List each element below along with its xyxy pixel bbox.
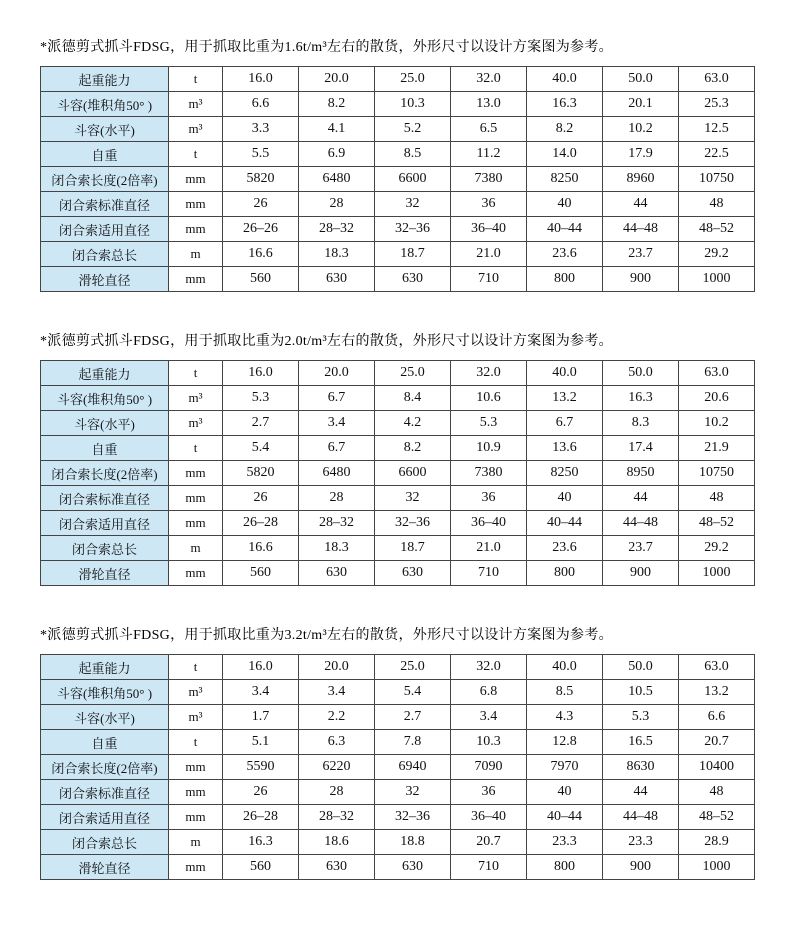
- value-cell: 48: [679, 192, 755, 217]
- value-cell: 48–52: [679, 805, 755, 830]
- value-cell: 8250: [527, 167, 603, 192]
- value-cell: 12.5: [679, 117, 755, 142]
- value-cell: 23.6: [527, 242, 603, 267]
- value-cell: 50.0: [603, 67, 679, 92]
- value-cell: 44: [603, 486, 679, 511]
- value-cell: 630: [299, 267, 375, 292]
- value-cell: 20.0: [299, 655, 375, 680]
- value-cell: 8.5: [375, 142, 451, 167]
- row-label: 斗容(水平): [41, 705, 169, 730]
- value-cell: 18.6: [299, 830, 375, 855]
- spec-table-body: [41, 361, 755, 586]
- row-unit: mm: [169, 855, 223, 880]
- table-row: [41, 67, 755, 92]
- value-cell: 16.0: [223, 67, 299, 92]
- value-cell: 63.0: [679, 361, 755, 386]
- value-cell: 4.2: [375, 411, 451, 436]
- value-cell: 25.0: [375, 67, 451, 92]
- value-cell: 10.6: [451, 386, 527, 411]
- table-row: [41, 192, 755, 217]
- row-label: 闭合索适用直径: [41, 805, 169, 830]
- value-cell: 40–44: [527, 805, 603, 830]
- value-cell: 6.6: [679, 705, 755, 730]
- value-cell: 16.6: [223, 536, 299, 561]
- value-cell: 900: [603, 561, 679, 586]
- value-cell: 16.3: [223, 830, 299, 855]
- value-cell: 50.0: [603, 655, 679, 680]
- value-cell: 23.3: [603, 830, 679, 855]
- value-cell: 20.7: [679, 730, 755, 755]
- row-label: 自重: [41, 730, 169, 755]
- value-cell: 3.3: [223, 117, 299, 142]
- value-cell: 36–40: [451, 805, 527, 830]
- value-cell: 630: [375, 561, 451, 586]
- value-cell: 32–36: [375, 217, 451, 242]
- value-cell: 2.7: [375, 705, 451, 730]
- value-cell: 36–40: [451, 217, 527, 242]
- section-note: *派德剪式抓斗FDSG，用于抓取比重为1.6t/m³左右的散货，外形尺寸以设计方案图为参考。: [40, 40, 613, 55]
- value-cell: 28–32: [299, 217, 375, 242]
- row-unit: mm: [169, 217, 223, 242]
- value-cell: 6480: [299, 461, 375, 486]
- value-cell: 44–48: [603, 217, 679, 242]
- value-cell: 5820: [223, 461, 299, 486]
- value-cell: 28–32: [299, 805, 375, 830]
- row-unit: mm: [169, 755, 223, 780]
- value-cell: 4.3: [527, 705, 603, 730]
- value-cell: 16.0: [223, 655, 299, 680]
- value-cell: 28: [299, 780, 375, 805]
- value-cell: 630: [375, 855, 451, 880]
- value-cell: 6.5: [451, 117, 527, 142]
- value-cell: 8.2: [299, 92, 375, 117]
- value-cell: 7090: [451, 755, 527, 780]
- value-cell: 5.1: [223, 730, 299, 755]
- value-cell: 800: [527, 267, 603, 292]
- value-cell: 20.0: [299, 361, 375, 386]
- row-label: 起重能力: [41, 361, 169, 386]
- table-row: [41, 655, 755, 680]
- row-label: 闭合索长度(2倍率): [41, 755, 169, 780]
- value-cell: 5.4: [223, 436, 299, 461]
- row-unit: m³: [169, 386, 223, 411]
- value-cell: 6.7: [299, 436, 375, 461]
- value-cell: 6.8: [451, 680, 527, 705]
- row-label: 滑轮直径: [41, 267, 169, 292]
- value-cell: 25.0: [375, 361, 451, 386]
- row-unit: mm: [169, 192, 223, 217]
- value-cell: 16.3: [527, 92, 603, 117]
- value-cell: 5.2: [375, 117, 451, 142]
- table-row: [41, 117, 755, 142]
- value-cell: 20.1: [603, 92, 679, 117]
- value-cell: 36–40: [451, 511, 527, 536]
- value-cell: 6600: [375, 461, 451, 486]
- value-cell: 44–48: [603, 805, 679, 830]
- row-unit: mm: [169, 780, 223, 805]
- value-cell: 28: [299, 486, 375, 511]
- value-cell: 6480: [299, 167, 375, 192]
- table-row: [41, 511, 755, 536]
- value-cell: 40.0: [527, 361, 603, 386]
- row-label: 起重能力: [41, 655, 169, 680]
- value-cell: 1000: [679, 855, 755, 880]
- table-row: [41, 167, 755, 192]
- table-row: [41, 805, 755, 830]
- spec-table-body: [41, 655, 755, 880]
- value-cell: 36: [451, 780, 527, 805]
- value-cell: 20.6: [679, 386, 755, 411]
- row-unit: m³: [169, 680, 223, 705]
- value-cell: 560: [223, 561, 299, 586]
- table-row: [41, 730, 755, 755]
- value-cell: 710: [451, 267, 527, 292]
- row-unit: t: [169, 361, 223, 386]
- row-label: 斗容(堆积角50° ): [41, 386, 169, 411]
- table-row: [41, 830, 755, 855]
- value-cell: 29.2: [679, 536, 755, 561]
- value-cell: 48: [679, 780, 755, 805]
- row-unit: mm: [169, 561, 223, 586]
- value-cell: 32: [375, 486, 451, 511]
- value-cell: 17.4: [603, 436, 679, 461]
- value-cell: 10400: [679, 755, 755, 780]
- row-unit: m³: [169, 411, 223, 436]
- value-cell: 18.7: [375, 536, 451, 561]
- row-label: 闭合索总长: [41, 242, 169, 267]
- spec-table: [40, 360, 755, 586]
- value-cell: 32–36: [375, 511, 451, 536]
- value-cell: 3.4: [451, 705, 527, 730]
- value-cell: 23.6: [527, 536, 603, 561]
- value-cell: 710: [451, 561, 527, 586]
- row-unit: mm: [169, 805, 223, 830]
- row-label: 斗容(堆积角50° ): [41, 680, 169, 705]
- row-unit: mm: [169, 486, 223, 511]
- value-cell: 10.3: [451, 730, 527, 755]
- value-cell: 6220: [299, 755, 375, 780]
- table-row: [41, 561, 755, 586]
- value-cell: 710: [451, 855, 527, 880]
- value-cell: 28: [299, 192, 375, 217]
- value-cell: 5820: [223, 167, 299, 192]
- table-row: [41, 780, 755, 805]
- document-page: [40, 36, 755, 880]
- value-cell: 32–36: [375, 805, 451, 830]
- table-row: [41, 217, 755, 242]
- value-cell: 630: [299, 561, 375, 586]
- row-unit: mm: [169, 461, 223, 486]
- value-cell: 10.5: [603, 680, 679, 705]
- value-cell: 10.3: [375, 92, 451, 117]
- value-cell: 26: [223, 780, 299, 805]
- value-cell: 44: [603, 780, 679, 805]
- table-row: [41, 386, 755, 411]
- spec-section: [40, 36, 755, 292]
- table-row: [41, 436, 755, 461]
- row-label: 闭合索适用直径: [41, 217, 169, 242]
- value-cell: 21.0: [451, 536, 527, 561]
- value-cell: 25.0: [375, 655, 451, 680]
- value-cell: 12.8: [527, 730, 603, 755]
- row-label: 闭合索标准直径: [41, 486, 169, 511]
- table-row: [41, 755, 755, 780]
- value-cell: 40–44: [527, 511, 603, 536]
- table-row: [41, 142, 755, 167]
- value-cell: 560: [223, 267, 299, 292]
- value-cell: 63.0: [679, 655, 755, 680]
- value-cell: 630: [299, 855, 375, 880]
- row-unit: mm: [169, 267, 223, 292]
- value-cell: 20.0: [299, 67, 375, 92]
- row-unit: t: [169, 730, 223, 755]
- row-label: 斗容(堆积角50° ): [41, 92, 169, 117]
- value-cell: 800: [527, 561, 603, 586]
- value-cell: 28.9: [679, 830, 755, 855]
- row-unit: mm: [169, 511, 223, 536]
- value-cell: 14.0: [527, 142, 603, 167]
- value-cell: 3.4: [223, 680, 299, 705]
- value-cell: 18.7: [375, 242, 451, 267]
- row-unit: m: [169, 242, 223, 267]
- value-cell: 8960: [603, 167, 679, 192]
- value-cell: 18.8: [375, 830, 451, 855]
- value-cell: 40: [527, 192, 603, 217]
- value-cell: 1.7: [223, 705, 299, 730]
- row-label: 滑轮直径: [41, 855, 169, 880]
- value-cell: 8.3: [603, 411, 679, 436]
- table-row: [41, 411, 755, 436]
- value-cell: 50.0: [603, 361, 679, 386]
- row-label: 闭合索标准直径: [41, 780, 169, 805]
- value-cell: 13.2: [527, 386, 603, 411]
- spec-section: [40, 330, 755, 586]
- value-cell: 40: [527, 486, 603, 511]
- value-cell: 36: [451, 192, 527, 217]
- value-cell: 44–48: [603, 511, 679, 536]
- value-cell: 7380: [451, 167, 527, 192]
- value-cell: 6.9: [299, 142, 375, 167]
- row-unit: t: [169, 655, 223, 680]
- value-cell: 6600: [375, 167, 451, 192]
- row-unit: t: [169, 67, 223, 92]
- value-cell: 17.9: [603, 142, 679, 167]
- value-cell: 18.3: [299, 536, 375, 561]
- value-cell: 6.3: [299, 730, 375, 755]
- table-row: [41, 92, 755, 117]
- value-cell: 8950: [603, 461, 679, 486]
- row-unit: m³: [169, 92, 223, 117]
- value-cell: 22.5: [679, 142, 755, 167]
- value-cell: 4.1: [299, 117, 375, 142]
- value-cell: 16.0: [223, 361, 299, 386]
- value-cell: 23.7: [603, 536, 679, 561]
- value-cell: 26: [223, 486, 299, 511]
- value-cell: 7380: [451, 461, 527, 486]
- value-cell: 5.3: [603, 705, 679, 730]
- value-cell: 32.0: [451, 361, 527, 386]
- value-cell: 29.2: [679, 242, 755, 267]
- table-row: [41, 705, 755, 730]
- value-cell: 6.7: [527, 411, 603, 436]
- value-cell: 1000: [679, 561, 755, 586]
- value-cell: 32.0: [451, 655, 527, 680]
- value-cell: 11.2: [451, 142, 527, 167]
- value-cell: 2.2: [299, 705, 375, 730]
- row-label: 自重: [41, 142, 169, 167]
- value-cell: 13.6: [527, 436, 603, 461]
- value-cell: 48: [679, 486, 755, 511]
- value-cell: 40: [527, 780, 603, 805]
- value-cell: 6.7: [299, 386, 375, 411]
- value-cell: 8.2: [527, 117, 603, 142]
- table-row: [41, 855, 755, 880]
- value-cell: 21.9: [679, 436, 755, 461]
- value-cell: 40.0: [527, 655, 603, 680]
- value-cell: 5.3: [451, 411, 527, 436]
- value-cell: 800: [527, 855, 603, 880]
- spec-table: [40, 654, 755, 880]
- row-unit: m: [169, 536, 223, 561]
- value-cell: 18.3: [299, 242, 375, 267]
- value-cell: 10750: [679, 167, 755, 192]
- row-label: 闭合索长度(2倍率): [41, 167, 169, 192]
- value-cell: 16.6: [223, 242, 299, 267]
- value-cell: 25.3: [679, 92, 755, 117]
- table-row: [41, 486, 755, 511]
- value-cell: 8.4: [375, 386, 451, 411]
- value-cell: 5.5: [223, 142, 299, 167]
- value-cell: 2.7: [223, 411, 299, 436]
- value-cell: 900: [603, 267, 679, 292]
- value-cell: 6940: [375, 755, 451, 780]
- table-row: [41, 536, 755, 561]
- value-cell: 48–52: [679, 217, 755, 242]
- row-label: 斗容(水平): [41, 117, 169, 142]
- value-cell: 8.2: [375, 436, 451, 461]
- table-row: [41, 361, 755, 386]
- row-label: 闭合索适用直径: [41, 511, 169, 536]
- value-cell: 26–26: [223, 217, 299, 242]
- table-row: [41, 680, 755, 705]
- row-label: 自重: [41, 436, 169, 461]
- value-cell: 48–52: [679, 511, 755, 536]
- value-cell: 63.0: [679, 67, 755, 92]
- row-label: 闭合索总长: [41, 830, 169, 855]
- value-cell: 40.0: [527, 67, 603, 92]
- table-row: [41, 461, 755, 486]
- value-cell: 8.5: [527, 680, 603, 705]
- value-cell: 23.7: [603, 242, 679, 267]
- value-cell: 7970: [527, 755, 603, 780]
- row-unit: m³: [169, 705, 223, 730]
- row-unit: m³: [169, 117, 223, 142]
- value-cell: 20.7: [451, 830, 527, 855]
- value-cell: 13.2: [679, 680, 755, 705]
- value-cell: 28–32: [299, 511, 375, 536]
- value-cell: 16.5: [603, 730, 679, 755]
- value-cell: 900: [603, 855, 679, 880]
- row-label: 起重能力: [41, 67, 169, 92]
- row-label: 闭合索长度(2倍率): [41, 461, 169, 486]
- value-cell: 7.8: [375, 730, 451, 755]
- value-cell: 32.0: [451, 67, 527, 92]
- row-unit: m: [169, 830, 223, 855]
- value-cell: 16.3: [603, 386, 679, 411]
- value-cell: 40–44: [527, 217, 603, 242]
- row-label: 闭合索标准直径: [41, 192, 169, 217]
- value-cell: 10750: [679, 461, 755, 486]
- row-label: 滑轮直径: [41, 561, 169, 586]
- value-cell: 26: [223, 192, 299, 217]
- value-cell: 8250: [527, 461, 603, 486]
- value-cell: 8630: [603, 755, 679, 780]
- row-unit: t: [169, 436, 223, 461]
- value-cell: 560: [223, 855, 299, 880]
- row-unit: mm: [169, 167, 223, 192]
- value-cell: 630: [375, 267, 451, 292]
- table-row: [41, 267, 755, 292]
- value-cell: 44: [603, 192, 679, 217]
- row-unit: t: [169, 142, 223, 167]
- spec-table: [40, 66, 755, 292]
- value-cell: 26–28: [223, 805, 299, 830]
- value-cell: 32: [375, 780, 451, 805]
- value-cell: 21.0: [451, 242, 527, 267]
- table-row: [41, 242, 755, 267]
- value-cell: 5.3: [223, 386, 299, 411]
- value-cell: 3.4: [299, 680, 375, 705]
- spec-section: [40, 624, 755, 880]
- value-cell: 5590: [223, 755, 299, 780]
- value-cell: 5.4: [375, 680, 451, 705]
- value-cell: 13.0: [451, 92, 527, 117]
- value-cell: 3.4: [299, 411, 375, 436]
- row-label: 斗容(水平): [41, 411, 169, 436]
- value-cell: 10.2: [603, 117, 679, 142]
- section-note: *派德剪式抓斗FDSG，用于抓取比重为3.2t/m³左右的散货，外形尺寸以设计方案图为参考。: [40, 628, 613, 643]
- section-note: *派德剪式抓斗FDSG，用于抓取比重为2.0t/m³左右的散货，外形尺寸以设计方案图为参考。: [40, 334, 613, 349]
- spec-table-body: [41, 67, 755, 292]
- value-cell: 36: [451, 486, 527, 511]
- value-cell: 1000: [679, 267, 755, 292]
- value-cell: 10.2: [679, 411, 755, 436]
- value-cell: 6.6: [223, 92, 299, 117]
- row-label: 闭合索总长: [41, 536, 169, 561]
- value-cell: 23.3: [527, 830, 603, 855]
- value-cell: 32: [375, 192, 451, 217]
- value-cell: 26–28: [223, 511, 299, 536]
- value-cell: 10.9: [451, 436, 527, 461]
